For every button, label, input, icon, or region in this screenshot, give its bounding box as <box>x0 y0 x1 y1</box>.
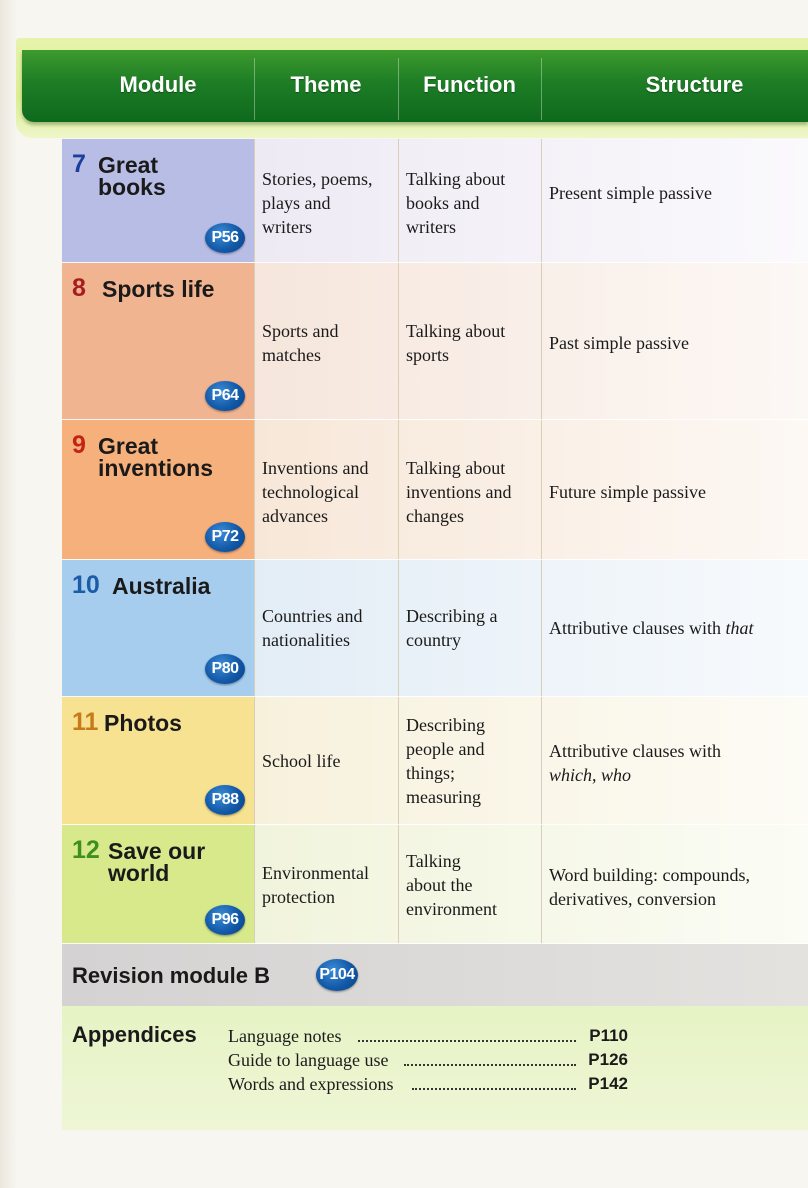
module-row <box>62 139 808 263</box>
theme-cell-line: Countries and <box>262 606 363 626</box>
column-divider <box>254 697 255 825</box>
function-cell <box>406 849 538 921</box>
module-name-line: inventions <box>98 455 214 481</box>
column-divider <box>541 420 542 560</box>
column-divider <box>398 139 399 263</box>
function-cell-line: Talking <box>406 851 461 871</box>
structure-cell <box>549 181 799 205</box>
theme-cell-line: advances <box>262 506 328 526</box>
toc-entry-page: P126 <box>588 1050 628 1069</box>
column-divider <box>398 420 399 560</box>
function-cell-line: environment <box>406 899 497 919</box>
function-cell-line: Talking about <box>406 458 506 478</box>
function-cell-line: Describing a <box>406 606 498 626</box>
module-name <box>98 435 213 479</box>
module-cell <box>62 825 254 944</box>
page-badge[interactable]: P64 <box>205 381 245 411</box>
theme-cell-line: Sports and <box>262 321 339 341</box>
theme-cell-line: Stories, poems, <box>262 169 373 189</box>
function-cell-line: things; <box>406 763 456 783</box>
page-badge[interactable]: P96 <box>205 905 245 935</box>
revision-row <box>62 944 808 1006</box>
column-divider <box>254 139 255 263</box>
module-name <box>102 278 214 300</box>
column-divider <box>254 263 255 420</box>
column-divider <box>398 697 399 825</box>
function-cell-line: Talking about <box>406 169 506 189</box>
structure-cell-line: which, who <box>549 765 632 785</box>
italic-word: who <box>601 765 632 785</box>
function-cell-line: books and <box>406 193 480 213</box>
page-badge[interactable]: P72 <box>205 522 245 552</box>
module-name-line: books <box>98 174 166 200</box>
function-cell <box>406 713 538 809</box>
column-divider <box>254 560 255 697</box>
theme-cell-line: nationalities <box>262 630 350 650</box>
function-cell-line: sports <box>406 345 450 365</box>
module-name <box>112 575 210 597</box>
module-row <box>62 560 808 697</box>
italic-word: that <box>725 618 754 638</box>
theme-cell <box>262 604 396 652</box>
paper-edge <box>0 0 18 1188</box>
appendices-label: Appendices <box>72 1022 197 1047</box>
toc-entry-page: P142 <box>588 1074 628 1093</box>
module-row <box>62 420 808 560</box>
function-cell-line: about the <box>406 875 473 895</box>
theme-cell-line: plays and <box>262 193 331 213</box>
module-row <box>62 263 808 420</box>
module-name <box>108 840 205 884</box>
theme-cell <box>262 861 396 909</box>
toc-leader-dots <box>412 1086 576 1090</box>
function-cell-line: inventions and <box>406 482 512 502</box>
italic-word: which <box>549 765 592 785</box>
structure-cell-line: Attributive clauses with <box>549 741 721 761</box>
header-module: Module <box>119 72 197 97</box>
module-number: 12 <box>72 836 100 864</box>
module-cell <box>62 697 254 825</box>
function-cell <box>406 319 538 367</box>
column-divider <box>541 263 542 420</box>
header-theme: Theme <box>290 72 362 97</box>
function-cell <box>406 167 538 239</box>
theme-cell <box>262 456 396 528</box>
column-divider <box>541 825 542 944</box>
module-name-line: Save our <box>108 838 206 864</box>
header-function: Function <box>423 72 516 97</box>
page-badge[interactable]: P88 <box>205 785 245 815</box>
theme-cell-line: Environmental <box>262 863 369 883</box>
module-cell <box>62 420 254 560</box>
column-divider <box>398 560 399 697</box>
structure-cell <box>549 863 799 911</box>
toc-entry[interactable] <box>228 1072 628 1096</box>
structure-cell-line: Word building: compounds, <box>549 865 751 885</box>
column-divider <box>541 697 542 825</box>
module-name-line: Australia <box>112 573 211 599</box>
structure-cell-line: Future simple passive <box>549 482 706 502</box>
toc-entry-name: Guide to language use <box>228 1050 389 1070</box>
module-row <box>62 825 808 944</box>
function-cell-line: measuring <box>406 787 481 807</box>
column-divider <box>254 825 255 944</box>
page-badge[interactable]: P56 <box>205 223 245 253</box>
module-name-line: world <box>108 860 170 886</box>
structure-cell-line: derivatives, conversion <box>549 889 716 909</box>
function-cell-line: changes <box>406 506 464 526</box>
module-number: 9 <box>72 431 86 459</box>
function-cell <box>406 604 538 652</box>
module-number: 8 <box>72 274 86 302</box>
toc-entry[interactable] <box>228 1048 628 1072</box>
toc-entry-page: P110 <box>589 1026 628 1045</box>
structure-cell <box>549 739 799 787</box>
function-cell <box>406 456 538 528</box>
function-cell-line: Describing <box>406 715 485 735</box>
structure-cell <box>549 616 799 640</box>
column-divider <box>541 560 542 697</box>
structure-cell-line: Attributive clauses with that <box>549 618 754 638</box>
theme-cell-line: School life <box>262 751 341 771</box>
structure-cell-line: Present simple passive <box>549 183 712 203</box>
function-cell-line: writers <box>406 217 456 237</box>
column-divider <box>254 420 255 560</box>
toc-leader-dots <box>404 1062 576 1066</box>
column-divider <box>398 263 399 420</box>
theme-cell <box>262 319 396 367</box>
toc-entry[interactable] <box>228 1024 628 1048</box>
toc-entry-name: Words and expressions <box>228 1074 394 1094</box>
module-row <box>62 697 808 825</box>
module-cell <box>62 139 254 263</box>
module-name-line: Great <box>98 152 159 178</box>
toc-leader-dots <box>358 1038 576 1042</box>
structure-cell-line: Past simple passive <box>549 333 689 353</box>
module-number: 10 <box>72 571 100 599</box>
module-cell <box>62 560 254 697</box>
theme-cell-line: technological <box>262 482 359 502</box>
theme-cell-line: matches <box>262 345 321 365</box>
module-number: 7 <box>72 150 86 178</box>
theme-cell-line: protection <box>262 887 335 907</box>
theme-cell <box>262 167 396 239</box>
module-name-line: Sports life <box>102 276 215 302</box>
theme-cell-line: Inventions and <box>262 458 369 478</box>
theme-cell-line: writers <box>262 217 312 237</box>
module-number: 11 <box>72 708 99 736</box>
function-cell-line: Talking about <box>406 321 506 341</box>
function-cell-line: country <box>406 630 461 650</box>
module-cell <box>62 263 254 420</box>
structure-cell <box>549 480 799 504</box>
module-name-line: Photos <box>104 710 182 736</box>
function-cell-line: people and <box>406 739 485 759</box>
module-name <box>98 154 166 198</box>
page-badge[interactable]: P80 <box>205 654 245 684</box>
toc-entry-name: Language notes <box>228 1026 342 1046</box>
module-name-line: Great <box>98 433 159 459</box>
column-divider <box>398 825 399 944</box>
header-structure: Structure <box>645 72 744 97</box>
revision-page-badge[interactable]: P104 <box>316 959 358 991</box>
revision-label: Revision module B <box>72 963 271 988</box>
structure-cell <box>549 331 799 355</box>
module-name <box>104 712 182 734</box>
column-divider <box>541 139 542 263</box>
appendices-row <box>62 1006 808 1130</box>
theme-cell <box>262 749 396 773</box>
